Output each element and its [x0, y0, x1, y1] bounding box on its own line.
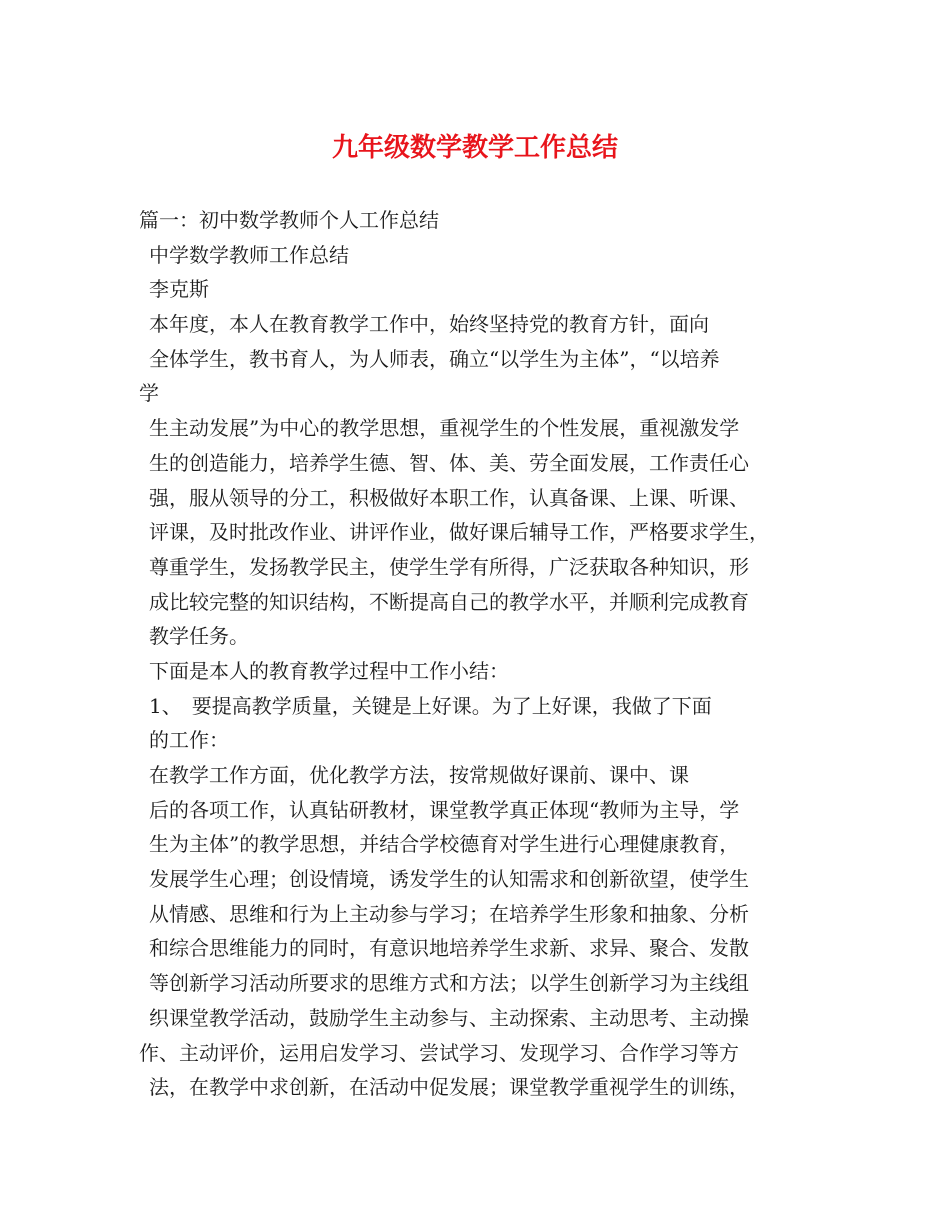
text-line: 的工作：: [149, 728, 229, 753]
text-line: 尊重学生，发扬教学民主，使学生学有所得，广泛获取各种知识，形: [149, 554, 749, 579]
text-line: 生的创造能力，培养学生德、智、体、美、劳全面发展，工作责任心: [149, 450, 749, 475]
text-line: 学: [139, 381, 159, 406]
text-line: 教学任务。: [149, 624, 249, 649]
text-line: 织课堂教学活动，鼓励学生主动参与、主动探索、主动思考、主动操: [149, 1005, 749, 1030]
text-line: 生主动发展”为中心的教学思想，重视学生的个性发展，重视激发学: [149, 416, 740, 441]
text-line: 评课，及时批改作业、讲评作业，做好课后辅导工作，严格要求学生，: [149, 520, 769, 545]
text-line: 法，在教学中求创新，在活动中促发展；课堂教学重视学生的训练，: [149, 1075, 749, 1100]
text-line: 作、主动评价，运用启发学习、尝试学习、发现学习、合作学习等方: [139, 1040, 739, 1065]
text-line: 全体学生，教书育人，为人师表，确立“以学生为主体”，“以培养: [149, 346, 720, 371]
text-line: 下面是本人的教育教学过程中工作小结：: [149, 658, 509, 683]
text-line: 从情感、思维和行为上主动参与学习；在培养学生形象和抽象、分析: [149, 901, 749, 926]
document-title: 九年级数学教学工作总结: [331, 133, 618, 163]
text-line: 本年度，本人在教育教学工作中，始终坚持党的教育方针，面向: [149, 312, 709, 337]
text-line: 中学数学教师工作总结: [149, 242, 349, 267]
text-line: 和综合思维能力的同时，有意识地培养学生求新、求异、聚合、发散: [149, 936, 749, 961]
document-body: [139, 203, 829, 1105]
text-line: 发展学生心理；创设情境，诱发学生的认知需求和创新欲望，使学生: [149, 867, 749, 892]
text-line: 1、 要提高教学质量，关键是上好课。为了上好课，我做了下面: [149, 693, 712, 718]
text-line: 篇一：初中数学教师个人工作总结: [139, 208, 439, 232]
text-line: 李克斯: [149, 277, 209, 302]
text-line: 在教学工作方面，优化教学方法，按常规做好课前、课中、课: [149, 763, 689, 787]
text-line: 后的各项工作，认真钻研教材，课堂教学真正体现“教师为主导，学: [149, 797, 740, 822]
text-line: 生为主体”的教学思想，并结合学校德育对学生进行心理健康教育，: [149, 832, 740, 857]
text-line: 等创新学习活动所要求的思维方式和方法；以学生创新学习为主线组: [149, 971, 749, 996]
text-line: 强，服从领导的分工，积极做好本职工作，认真备课、上课、听课、: [149, 485, 749, 510]
text-line: 成比较完整的知识结构，不断提高自己的教学水平，并顺利完成教育: [149, 589, 749, 614]
